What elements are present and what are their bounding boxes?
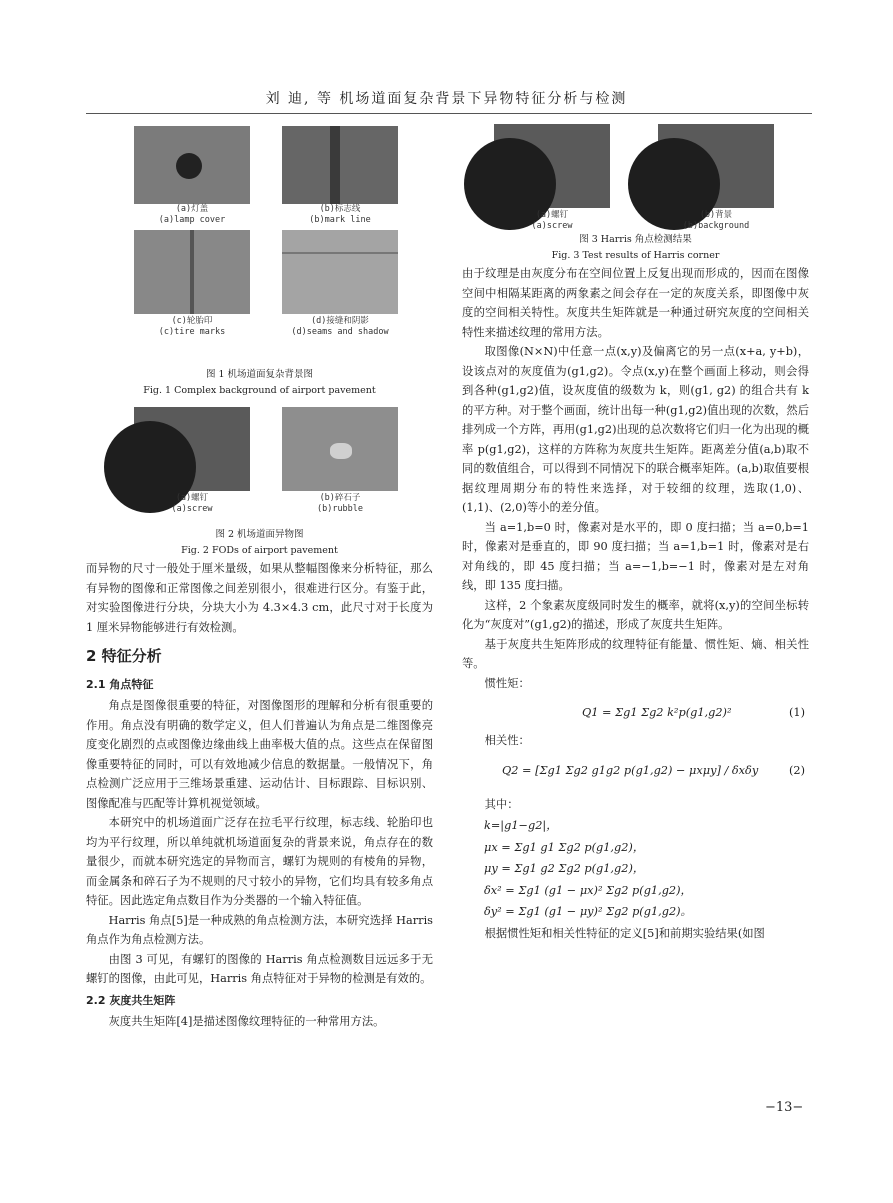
paragraph: 这样，2 个象素灰度级同时发生的概率，就将(x,y)的空间坐标转化为“灰度对”(g1,g2)的描述，形成了灰度共生矩阵。 <box>462 598 809 631</box>
fig3a-caption: (a)螺钉 (a)screw <box>531 210 573 231</box>
figure-1 <box>86 122 433 367</box>
equation-1-body: Q1 = Σg1 Σg2 k²p(g1,g2)² <box>582 706 732 719</box>
subsection-heading: 2.2 灰度共生矩阵 <box>86 993 176 1007</box>
fig1c-image <box>134 230 250 314</box>
formula: δy² = Σg1 (g1 − μy)² Σg2 p(g1,g2)。 <box>484 905 692 918</box>
fig2b-image <box>282 407 398 491</box>
formula: δx² = Σg1 (g1 − μx)² Σg2 p(g1,g2)， <box>484 883 692 897</box>
equation-label: 惯性矩： <box>484 676 530 690</box>
fig1a-caption: (a)灯盖 (a)lamp cover <box>158 204 226 225</box>
fig2b-caption: (b)碎石子 (b)rubble <box>316 493 364 514</box>
equation-label: 其中： <box>484 797 519 811</box>
fig1b-image <box>282 126 398 204</box>
paragraph: 灰度共生矩阵[4]是描述图像纹理特征的一种常用方法。 <box>108 1015 385 1028</box>
tire-mark-stripe <box>190 230 194 314</box>
paragraph: 基于灰度共生矩阵形成的纹理特征有能量、惯性矩、熵、相关性等。 <box>462 637 809 670</box>
fig2a-caption: (a)螺钉 (a)screw <box>171 493 213 514</box>
fig3b-caption: (b)背景 (b)background <box>682 210 750 231</box>
right-column <box>462 122 809 943</box>
equation-2-number: (2) <box>788 763 805 777</box>
fig2-caption-cn: 图 2 机场道面异物图 <box>215 529 304 540</box>
fig1d-caption: (d)接缝和阴影 (d)seams and shadow <box>291 316 389 337</box>
equation-label: 相关性： <box>484 734 530 747</box>
subsection-heading: 2.1 角点特征 <box>86 677 154 691</box>
paragraph: Harris 角点[5]是一种成熟的角点检测方法，本研究选择 Harris 角点作为角点检测方法。 <box>86 913 433 946</box>
fig3-caption-en: Fig. 3 Test results of Harris corner <box>551 250 720 261</box>
lamp-cover-shape <box>176 153 202 179</box>
fig1b-caption: (b)标志线 (b)mark line <box>309 204 371 225</box>
fig1c-caption: (c)轮胎印 (c)tire marks <box>158 316 226 337</box>
paragraph: 本研究中的机场道面广泛存在拉毛平行纹理，标志线、轮胎印也均为平行纹理，所以单纯就机场道面复杂的背景来说，角点存在的数量很少，而就本研究选定的异物而言，螺钉为规则的有棱角的异物，而金属条和碎石子为不规则的尺寸较小的异物，它们均具有较多角点特征。因此选定角点数目作为分类器的一个输入特征值。 <box>86 816 433 907</box>
formula: μy = Σg1 g2 Σg2 p(g1,g2)， <box>484 862 645 875</box>
paragraph: 而异物的尺寸一般处于厘米量级，如果从整幅图像来分析特征，那么有异物的图像和正常图像之间差别很小，很难进行区分。有鉴于此，对实验图像进行分块，分块大小为 4.3×4.3 cm，此尺寸对于长度为 1 厘米异物能够进行有效检测。 <box>86 562 433 634</box>
fig1a-image <box>134 126 250 204</box>
fig1-caption-cn: 图 1 机场道面复杂背景图 <box>205 369 314 380</box>
figure-2 <box>86 405 433 527</box>
fig1d-image <box>282 230 398 314</box>
equation-1 <box>462 693 809 731</box>
fig3b-image <box>658 124 774 208</box>
left-column <box>86 122 433 1032</box>
fig3a-image <box>494 124 610 208</box>
paragraph: 由图 3 可见，有螺钉的图像的 Harris 角点检测数目远远多于无螺钉的图像，由此可见，Harris 角点特征对于异物的检测是有效的。 <box>86 952 433 985</box>
formula: k=|g1−g2|， <box>484 819 558 832</box>
paragraph: 取图像(N×N)中任意一点(x,y)及偏离它的另一点(x+a, y+b)，设该点对的灰度值为(g1,g2)。令点(x,y)在整个画面上移动，则会得到各种(g1,g2)值，设灰度值的级数为 k，则(g1, g2) 的组合共有 k 的平方种。对于整个画面，统计出每一种(g1,g2)值出现的次数，然后排列成一个方阵，再用(g1,g2)出现的总次数将它们归一化为出现的概率 p(g1,g2)，这样的方阵称为灰度共生矩阵。距离差分值(a,b)取不同的数值组合，可以得到不同情况下的联合概率矩阵。(a,b)取值要根据纹理周期分布的特性来选择，对于较细的纹理，选取(1,0)、(1,1)、(2,0)等小的差分值。 <box>462 345 809 514</box>
seam-line <box>282 252 398 254</box>
page-number: −13− <box>765 1100 804 1115</box>
equation-2-body: Q2 = [Σg1 Σg2 g1g2 p(g1,g2) − μxμy] / δxδy <box>502 763 759 777</box>
equation-1-number: (1) <box>788 706 805 719</box>
paragraph: 角点是图像很重要的特征，对图像图形的理解和分析有很重要的作用。角点没有明确的数学定义，但人们普遍认为角点是二维图像亮度变化剧烈的点或图像边缘曲线上曲率极大值的点。这些点在保留图像重要特征的同时，可以有效地减少信息的数据量。一般情况下，角点检测广泛应用于三维场景重建、运动估计、目标跟踪、目标识别、图像配准与匹配等计算机视觉领域。 <box>86 699 433 810</box>
fig2a-image <box>134 407 250 491</box>
formula: μx = Σg1 g1 Σg2 p(g1,g2)， <box>484 840 645 854</box>
header-rule <box>86 113 812 114</box>
paragraph: 当 a=1,b=0 时，像素对是水平的，即 0 度扫描；当 a=0,b=1 时，像素对是垂直的，即 90 度扫描；当 a=1,b=1 时，像素对是右对角线的，即 45 度扫描；当 a=−1,b=−1 时，像素对是左对角线，即 135 度扫描。 <box>462 520 809 592</box>
header-authors: 刘 迪, 等 <box>265 91 333 107</box>
fig2-caption-en: Fig. 2 FODs of airport pavement <box>181 545 338 556</box>
header-title: 机场道面复杂背景下异物特征分析与检测 <box>339 91 628 107</box>
fig3-caption-cn: 图 3 Harris 角点检测结果 <box>579 234 692 245</box>
mark-line-stripe <box>330 126 340 204</box>
fig1-caption-en: Fig. 1 Complex background of airport pavement <box>143 385 376 396</box>
rubble-shape <box>330 443 352 459</box>
figure-3 <box>462 122 809 232</box>
section-heading: 2 特征分析 <box>86 647 162 665</box>
paragraph: 根据惯性矩和相关性特征的定义[5]和前期实验结果(如图 <box>484 926 765 940</box>
equation-2 <box>462 751 809 795</box>
running-header <box>0 88 893 108</box>
paragraph: 由于纹理是由灰度分布在空间位置上反复出现而形成的，因而在图像空间中相隔某距离的两象素之间会存在一定的灰度关系，即图像中灰度的空间相关特性。灰度共生矩阵就是一种通过研究灰度的空间相关特性来描述纹理的常用方法。 <box>462 267 809 339</box>
